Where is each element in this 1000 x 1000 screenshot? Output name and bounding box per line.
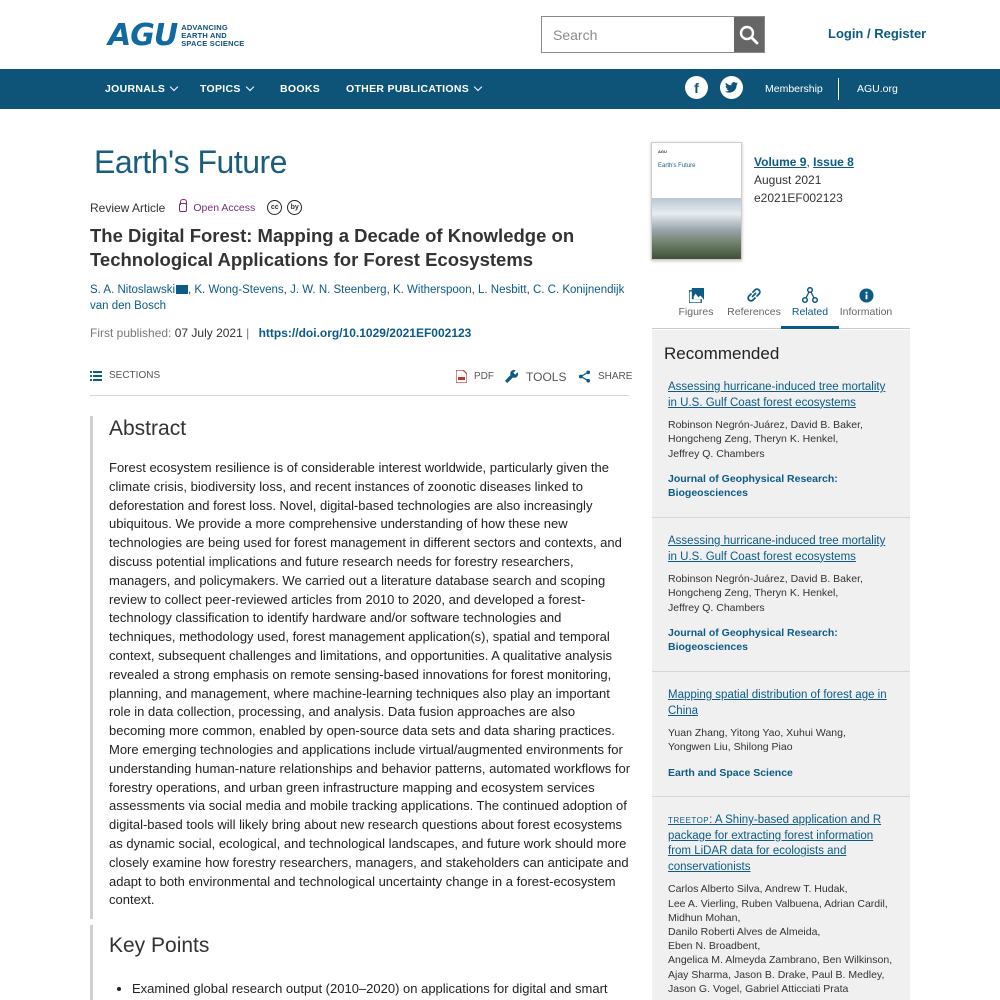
recommended-journal[interactable]: Journal of Geophysical Research: Biogeosciences	[668, 472, 838, 499]
list-item	[652, 688, 910, 797]
publication-info: First published: 07 July 2021 | https://doi.org/10.1029/2021EF002123	[90, 326, 472, 340]
article-toolbar	[90, 360, 633, 396]
abstract-heading: Abstract	[109, 417, 187, 440]
chevron-down-icon	[170, 83, 178, 91]
abstract-text: Forest ecosystem resilience is of considerable interest worldwide, particularly given the climate crisis, biodiversity loss, and recent instances of zoonotic diseases linked to deforestation and forest loss. Novel, digital-based technologies are also increasingly ubiquitous. We provide a more comprehensive understanding of how these new technologies are being used for forest management in different sectors and contexts, and discuss potential implications and future research needs for forestry researchers, managers, and policymakers. We carried out a literature database search and scoping review to collect peer-reviewed articles from 2010 to 2020, and developed a forest-technology classification to identify hardware and/or software technologies and techniques, methodology used, forest management application(s), spatial and temporal context, subsequent challenges and limitations, and opportunities. A qualitative analysis revealed a strong emphasis on remote sensing-based innovations for forest monitoring, planning, and management, where machine-learning techniques also play an important role in data collection, processing, and analysis. Data fusion approaches are also becoming more common, enabled by open-source data sets and data sharing practices. More emerging technologies and applications include virtual/augmented environments for understanding human-nature relationships and behavior patterns, automated workflows for forestry operations, and urban green infrastructure mapping and ecosystem services assessments via social media and mobile tracking applications. The continued adoption of digital-based tools will likely bring about new research questions about forest ecosystems as dynamic social, ecological, and technological landscapes, and future work should more closely examine how forestry researchers, managers, and stakeholders can anticipate and adapt to both environmental and technological uncertainty change in a forest-ecosystem context.	[109, 460, 631, 908]
list-item	[652, 534, 910, 672]
list-item	[652, 380, 910, 518]
nav-agu-org[interactable]: AGU.org	[857, 83, 898, 95]
sidebar-tabs	[652, 282, 910, 329]
list-item	[652, 813, 910, 1000]
logo-tagline: ADVANCING EARTH AND SPACE SCIENCE	[181, 22, 245, 48]
cover-publisher: AGU	[658, 149, 667, 154]
article-type: Review Article	[90, 200, 166, 215]
nav-membership[interactable]: Membership	[765, 83, 823, 95]
license-icons[interactable]	[267, 200, 302, 215]
journal-title[interactable]: Earth's Future	[94, 144, 287, 180]
issue-cover[interactable]	[651, 142, 742, 260]
search-input[interactable]	[542, 17, 734, 52]
search-icon	[739, 25, 759, 45]
search-button[interactable]	[734, 17, 764, 52]
article-title: The Digital Forest: Mapping a Decade of Knowledge on Technological Applications for Forest Ecosystems	[90, 225, 575, 270]
top-header	[0, 0, 1000, 69]
chevron-down-icon	[245, 83, 253, 91]
pdf-icon	[456, 370, 467, 383]
nav-other-publications[interactable]: OTHER PUBLICATIONS	[346, 83, 481, 95]
cover-title: Earth's Future	[658, 163, 696, 169]
recommended-journal[interactable]: Earth and Space Science	[668, 766, 793, 779]
share-icon	[578, 370, 591, 383]
search-box	[541, 16, 765, 53]
recommended-title-link[interactable]: Mapping spatial distribution of forest age in China	[668, 689, 887, 717]
author-link[interactable]: K. Wong-Stevens	[194, 284, 284, 296]
tab-related[interactable]: Related	[781, 282, 839, 329]
tools-button[interactable]: TOOLS	[504, 369, 566, 384]
list-icon	[90, 371, 102, 381]
cover-image	[652, 198, 742, 260]
tab-information[interactable]: Information	[837, 282, 895, 329]
article-meta	[90, 200, 302, 215]
issue-date: August 2021	[754, 173, 822, 187]
recommended-heading: Recommended	[664, 344, 780, 363]
recommended-authors: Robinson Negrón-Juárez, David B. Baker, Hongcheng Zeng, Theryn K. Henkel, Jeffrey Q. Chambers	[668, 573, 863, 614]
sections-button[interactable]: SECTIONS	[90, 370, 160, 381]
lock-icon	[179, 203, 187, 212]
open-access-label: Open Access	[193, 201, 256, 214]
info-icon	[859, 288, 874, 303]
recommended-authors: Yuan Zhang, Yitong Yao, Xuhui Wang, Yongwen Liu, Shilong Piao	[668, 727, 846, 754]
nav-books[interactable]: BOOKS	[280, 83, 321, 95]
key-points-heading: Key Points	[109, 934, 210, 957]
list-item: • Examined global research output (2010–2020) on applications for digital and smart	[132, 980, 629, 998]
recommended-title-link[interactable]: TREETOP: A Shiny-based application and R package for extracting forest information from LiDAR data for ecologists and conservationists	[668, 814, 882, 873]
author-link[interactable]: K. Witherspoon	[392, 284, 472, 296]
cc-icon: cc	[267, 200, 282, 215]
first-published-label: First published:	[90, 326, 172, 340]
email-icon[interactable]	[176, 285, 188, 294]
agu-logo[interactable]	[108, 18, 245, 53]
chevron-down-icon	[474, 83, 482, 91]
recommended-title-link[interactable]: Assessing hurricane-induced tree mortality in U.S. Gulf Coast forest ecosystems	[668, 381, 886, 409]
wrench-icon	[504, 369, 519, 384]
key-points-section	[90, 925, 629, 1000]
author-list: S. A. Nitoslawski , K. Wong-Stevens, J. W. N. Steenberg, K. Witherspoon, L. Nesbitt, C. C. Konijnendijk van den Bosch	[90, 284, 625, 312]
pdf-button[interactable]: PDF	[456, 370, 494, 383]
nav-topics[interactable]: TOPICS	[200, 83, 253, 95]
open-access-badge	[179, 202, 255, 214]
doi-link[interactable]: https://doi.org/10.1029/2021EF002123	[258, 326, 472, 340]
tab-references[interactable]: References	[725, 282, 783, 329]
share-button[interactable]: SHARE	[578, 370, 632, 383]
link-icon	[746, 287, 762, 303]
by-icon: by	[287, 200, 302, 215]
nav-journals[interactable]: JOURNALS	[105, 83, 177, 95]
recommended-authors: Robinson Negrón-Juárez, David B. Baker, Hongcheng Zeng, Theryn K. Henkel, Jeffrey Q. Chambers	[668, 419, 863, 460]
volume-link[interactable]: Volume 9	[754, 155, 807, 169]
recommended-panel	[652, 330, 910, 1000]
abstract-section	[90, 416, 629, 919]
article-number: e2021EF002123	[754, 191, 843, 205]
facebook-icon[interactable]: f	[685, 76, 708, 99]
issue-info: Volume 9, Issue 8 August 2021 e2021EF002123	[754, 155, 854, 205]
author-link[interactable]: C. C. Konijnendijk van den Bosch	[90, 284, 625, 312]
issue-link[interactable]: Issue 8	[813, 155, 854, 169]
recommended-authors: Carlos Alberto Silva, Andrew T. Hudak, Lee A. Vierling, Ruben Valbuena, Adrian Cardil, Midhun Mohan, Danilo Roberti Alves de Almeida, Eben N. Broadbent, Angelica M. Almeyda Zambrano, Ben Wilkinson, Ajay Sharma, Jason B. Drake, Paul B. Medley, Jason G. Vogel, Gabriel Atticciati Prata	[668, 883, 893, 995]
tab-figures[interactable]: Figures	[667, 282, 725, 329]
recommended-title-link[interactable]: Assessing hurricane-induced tree mortality in U.S. Gulf Coast forest ecosystems	[668, 535, 886, 563]
twitter-icon[interactable]	[720, 76, 743, 99]
image-icon	[689, 288, 704, 303]
author-link[interactable]: L. Nesbitt	[477, 284, 527, 296]
login-register-link[interactable]: Login / Register	[828, 26, 927, 41]
network-icon	[802, 287, 818, 303]
nav-divider	[838, 78, 839, 100]
key-points-list	[109, 980, 629, 998]
author-link[interactable]: J. W. N. Steenberg	[290, 284, 387, 296]
author-link[interactable]: S. A. Nitoslawski	[90, 284, 175, 296]
logo-text: AGU	[108, 18, 178, 53]
recommended-journal[interactable]: Journal of Geophysical Research: Biogeosciences	[668, 626, 838, 653]
first-published-date: 07 July 2021	[174, 326, 243, 340]
